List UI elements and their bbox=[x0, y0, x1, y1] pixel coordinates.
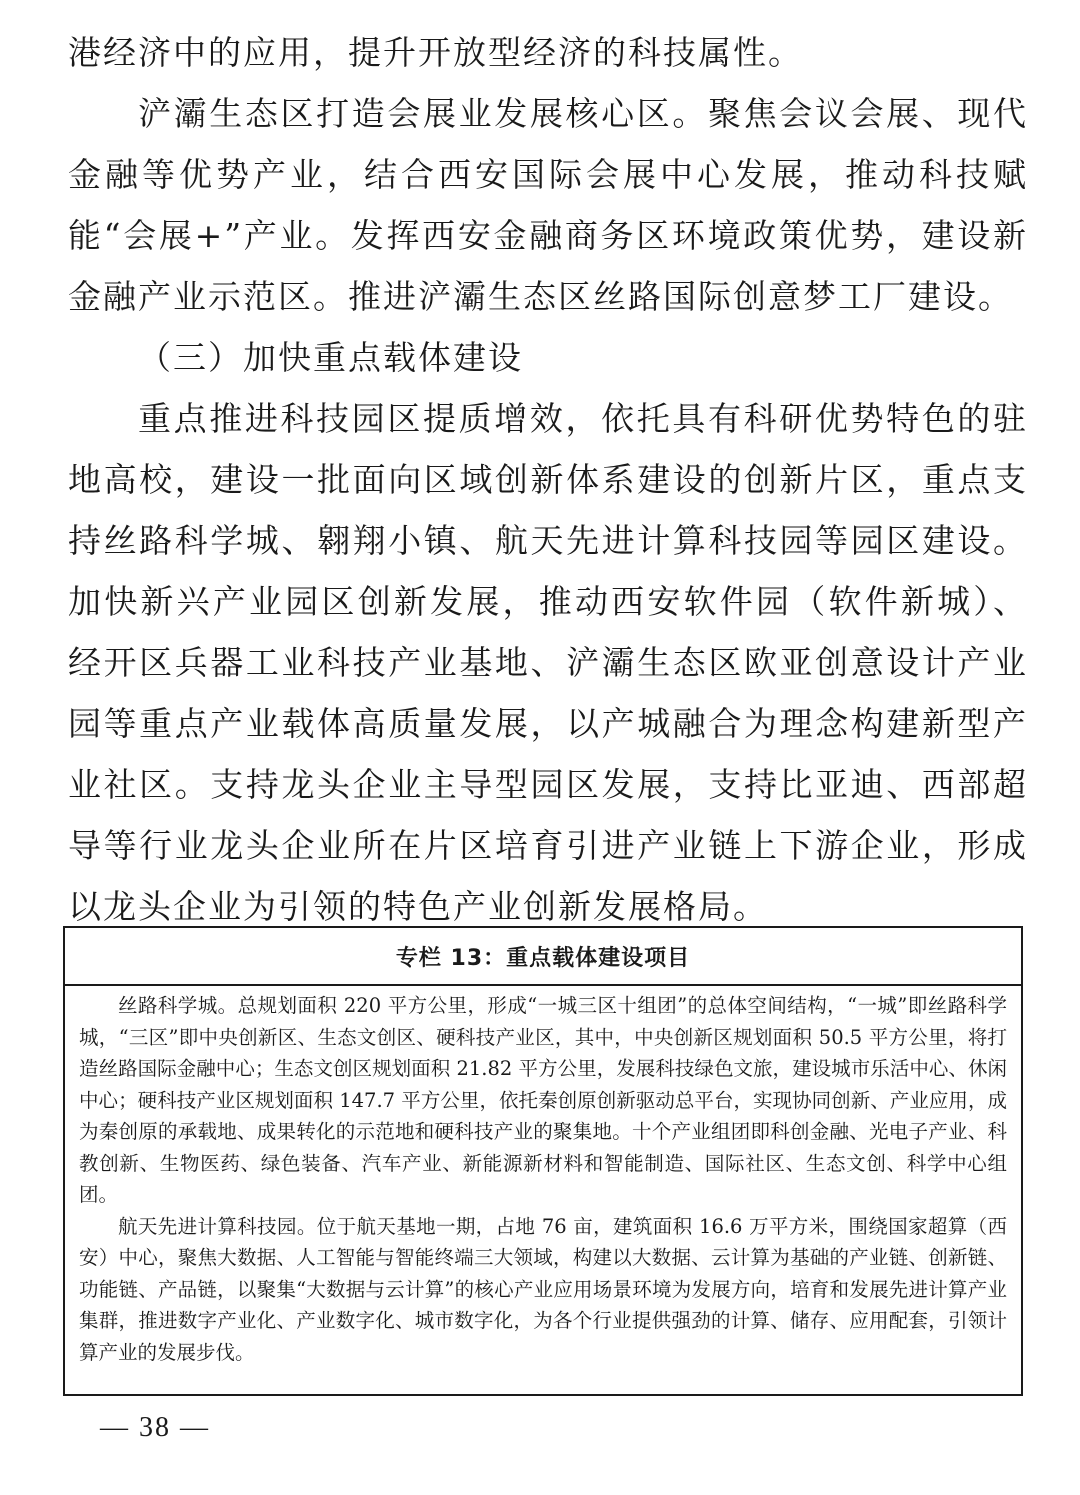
body-text bbox=[68, 22, 1028, 937]
box-paragraph-aerospace-computing-park: 航天先进计算科技园。位于航天基地一期，占地 76 亩，建筑面积 16.6 万平方米，围绕国家超算（西安）中心，聚焦大数据、人工智能与智能终端三大领域，构建以大数据、云计算为基础的产业链、创新链、功能链、产品链，以聚集“大数据与云计算”的核心产业应用场景环境为发展方向，培育和发展先进计算产业集群，推进数字产业化、产业数字化、城市数字化，为各个行业提供强劲的计算、储存、应用配套，引领计算产业的发展步伐。 bbox=[79, 1214, 1007, 1364]
special-column-box bbox=[63, 926, 1023, 1396]
paragraph-key-carriers: 重点推进科技园区提质增效，依托具有科研优势特色的驻地高校，建设一批面向区域创新体系建设的创新片区，重点支持丝路科学城、翱翔小镇、航天先进计算科技园等园区建设。加快新兴产业园区创新发展，推动西安软件园（软件新城）、经开区兵器工业科技产业基地、浐灞生态区欧亚创意设计产业园等重点产业载体高质量发展，以产城融合为理念构建新型产业社区。支持龙头企业主导型园区发展，支持比亚迪、西部超导等行业龙头企业所在片区培育引进产业链上下游企业，形成以龙头企业为引领的特色产业创新发展格局。 bbox=[68, 399, 1028, 926]
box-title: 专栏 13：重点载体建设项目 bbox=[65, 928, 1021, 986]
paragraph-chanba-exhibition: 浐灞生态区打造会展业发展核心区。聚焦会议会展、现代金融等优势产业，结合西安国际会展中心发展，推动科技赋能“会展+”产业。发挥西安金融商务区环境政策优势，建设新金融产业示范区。推进浐灞生态区丝路国际创意梦工厂建设。 bbox=[68, 94, 1028, 316]
section-heading: （三）加快重点载体建设 bbox=[138, 338, 523, 377]
box-body bbox=[65, 986, 1021, 1368]
paragraph-continued: 港经济中的应用，提升开放型经济的科技属性。 bbox=[68, 33, 803, 72]
page-number: — 38 — bbox=[100, 1412, 210, 1443]
box-paragraph-silk-road-science-city: 丝路科学城。总规划面积 220 平方公里，形成“一城三区十组团”的总体空间结构，“一城”即丝路科学城，“三区”即中央创新区、生态文创区、硬科技产业区，其中，中央创新区规划面积 50.5 平方公里，将打造丝路国际金融中心；生态文创区规划面积 21.82 平方公里，发展科技绿色文旅，建设城市乐活中心、休闲中心；硬科技产业区规划面积 147.7 平方公里，依托秦创原创新驱动总平台，实现协同创新、产业应用，成为秦创原的承载地、成果转化的示范地和硬科技产业的聚集地。十个产业组团即科创金融、光电子产业、科教创新、生物医药、绿色装备、汽车产业、新能源新材料和智能制造、国际社区、生态文创、科学中心组团。 bbox=[79, 994, 1007, 1206]
